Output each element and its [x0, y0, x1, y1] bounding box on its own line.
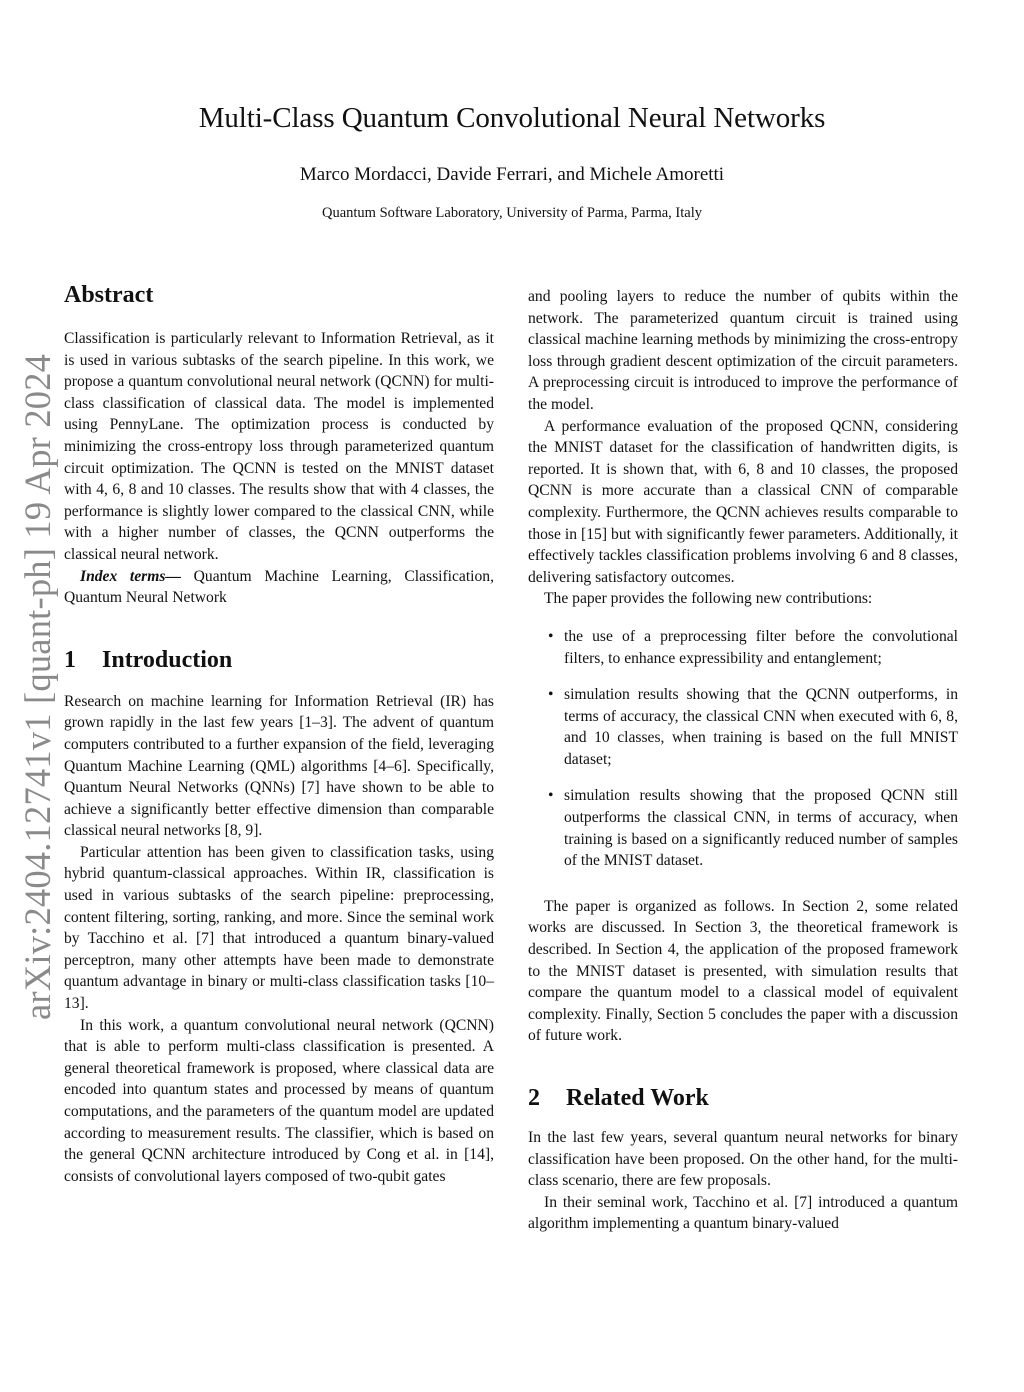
intro-paragraph-3: In this work, a quantum convolutional neural network (QCNN) that is able to perform multi-class classification is presented. A general theoretical framework is proposed, where classical data are encoded into quantum states and processed by means of quantum computations, and the parameters of the quantum model are updated according to measurement results. The classifier, which is based on the general QCNN architecture introduced by Cong et al. in [14], consists of convolutional layers composed of two-qubit gates [64, 1016, 494, 1185]
affiliation: Quantum Software Laboratory, University of Parma, Parma, Italy [322, 205, 702, 221]
introduction-heading [64, 645, 494, 675]
contribution-text: simulation results showing that the proposed QCNN still outperforms the classical CNN, in terms of accuracy, when training is based on a significantly reduced number of samples of the MNIST dataset. [564, 787, 958, 870]
contribution-text: simulation results showing that the QCNN outperforms, in terms of accuracy, the classical CNN when executed with 6, 8, and 10 classes, when training is based on the full MNIST dataset; [564, 686, 958, 768]
right-column [528, 286, 958, 1235]
contribution-text: the use of a preprocessing filter before the convolutional filters, to enhance expressibility and entanglement; [564, 627, 958, 667]
section-number: 2 [528, 1085, 540, 1111]
list-item [528, 785, 958, 871]
contributions-intro: The paper provides the following new contributions: [544, 590, 873, 608]
author-list: Marco Mordacci, Davide Ferrari, and Michele Amoretti [299, 164, 725, 185]
related-work-heading [528, 1083, 958, 1113]
bullet-icon: • [548, 686, 554, 704]
section-title: Introduction [102, 646, 233, 673]
left-column [64, 280, 494, 1187]
index-terms-list: Quantum Machine Learning, Classification, Quantum Neural Network [64, 567, 494, 607]
list-item [528, 626, 958, 669]
intro-evaluation: A performance evaluation of the proposed QCNN, considering the MNIST dataset for the classification of handwritten digits, is reported. It is shown that, with 6, 8 and 10 classes, the proposed QCNN is more accurate than a classical CNN of comparable complexity. Furthermore, the QCNN achieves results comparable to those in [15] but with significantly fewer parameters. Additionally, it effectively tackles classification problems involving 6 and 8 classes, delivering satisfactory outcomes. [528, 417, 958, 586]
intro-paragraph-2: Particular attention has been given to classification tasks, using hybrid quantum-classical approaches. Within IR, classification is used in various subtasks of the search pipeline: preprocessing, content filtering, sorting, ranking, and more. Since the seminal work by Tacchino et al. [7] that introduced a quantum binary-valued perceptron, many other attempts have been made to demonstrate quantum advantage in binary or multi-class classification tasks [10–13]. [64, 843, 494, 1013]
intro-continuation: and pooling layers to reduce the number of qubits within the network. The parameterized quantum circuit is trained using classical machine learning methods by minimizing the cross-entropy loss through gradient descent optimization of the circuit parameters. A preprocessing circuit is introduced to improve the performance of the model. [528, 288, 958, 413]
related-work-paragraph-1: In the last few years, several quantum neural networks for binary classification have been proposed. On the other hand, for the multi-class scenario, there are few proposals. [528, 1129, 958, 1190]
bullet-icon: • [548, 787, 554, 805]
index-terms-label: Index terms— [80, 567, 182, 585]
bullet-icon: • [548, 627, 554, 645]
arxiv-identifier-stamp: arXiv:2404.12741v1 [quant-ph] 19 Apr 2024 [17, 353, 58, 1020]
abstract-text: Classification is particularly relevant to Information Retrieval, as it is used in various subtasks of the search pipeline. In this work, we propose a quantum convolutional neural network (QCNN) for multi-class classification of classical data. The model is implemented using PennyLane. The optimization process is conducted by minimizing the cross-entropy loss through parameterized quantum circuit optimization. The QCNN is tested on the MNIST dataset with 4, 6, 8 and 10 classes. The results show that with 4 classes, the performance is slightly lower compared to the classical CNN, while with a higher number of classes, the QCNN outperforms the classical neural network. [64, 330, 494, 563]
section-title: Related Work [566, 1085, 709, 1111]
paper-organization: The paper is organized as follows. In Section 2, some related works are discussed. In Section 3, the theoretical framework is described. In Section 4, the application of the proposed framework to the MNIST dataset is presented, with simulation results that compare the quantum model to a classical model of equivalent complexity. Finally, Section 5 concludes the paper with a discussion of future work. [528, 897, 958, 1045]
index-terms [64, 566, 494, 609]
abstract-heading: Abstract [64, 282, 154, 308]
paper-title: Multi-Class Quantum Convolutional Neural Networks [198, 102, 826, 134]
list-item [528, 684, 958, 770]
section-number: 1 [64, 646, 76, 673]
contributions-list [528, 626, 958, 872]
related-work-paragraph-2: In their seminal work, Tacchino et al. [7] introduced a quantum algorithm implementing a quantum binary-valued [528, 1193, 958, 1233]
intro-paragraph-1: Research on machine learning for Information Retrieval (IR) has grown rapidly in the last few years [1–3]. The advent of quantum computers contributed to a further expansion of the field, leveraging Quantum Machine Learning (QML) algorithms [4–6]. Specifically, Quantum Neural Networks (QNNs) [7] have shown to be able to achieve a significantly better effective dimension than comparable classical neural networks [8, 9]. [64, 692, 494, 840]
